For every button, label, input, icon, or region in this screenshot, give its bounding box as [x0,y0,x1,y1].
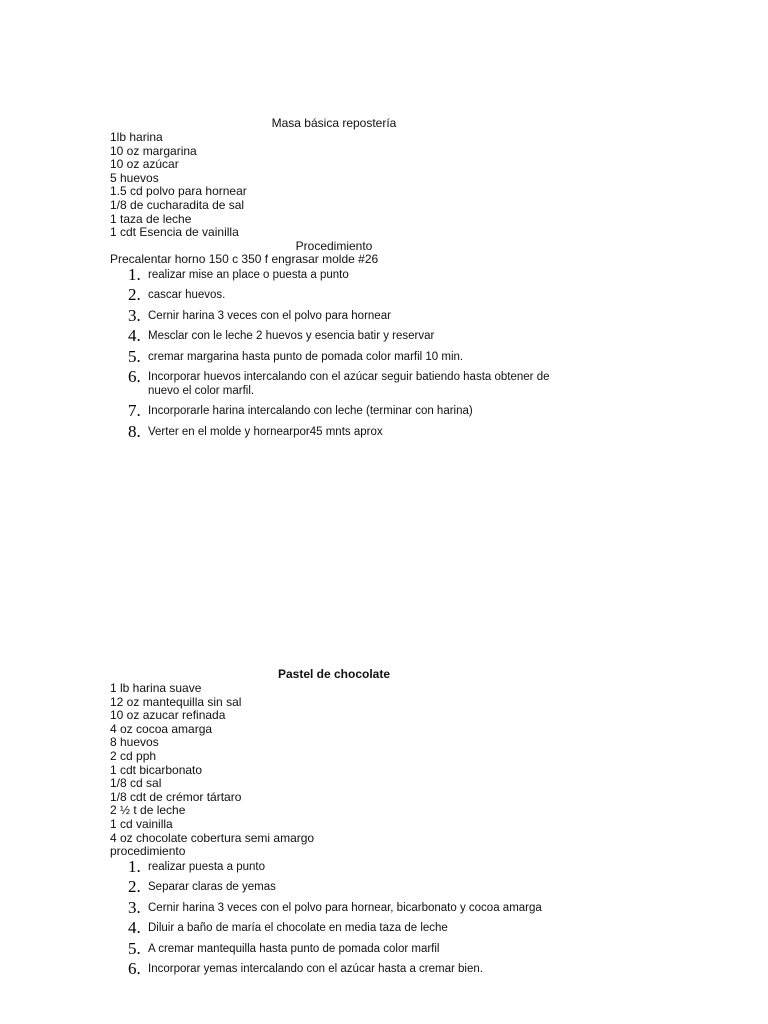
ingredient-item: 1 cdt bicarbonato [110,762,203,777]
step-number: 5. [128,346,141,366]
ingredient-item: 10 oz azúcar [110,157,179,172]
ingredient-item: 1 cdt Esencia de vainilla [110,225,239,240]
step-text: Incorporar huevos intercalando con el azúcar seguir batiendo hasta obtener de nuevo el color marfil. [148,371,550,398]
step-text: Cernir harina 3 veces con el polvo para hornear, bicarbonato y cocoa amarga [148,901,542,914]
procedure-step [110,264,610,284]
recipe-masa-basica [110,116,610,446]
step-number: 4. [128,326,141,346]
step-number: 2. [128,285,141,305]
step-number: 4. [128,918,141,938]
recipe-title: Masa básica repostería [271,116,397,130]
procedure-steps [110,264,610,441]
ingredient-item: 1 lb harina suave [110,681,202,695]
step-text: Diluir a baño de maría el chocolate en media taza de leche [148,922,448,935]
ingredient-item: 4 oz chocolate cobertura semi amargo [110,830,315,845]
ingredient-item: 1/8 de cucharadita de sal [110,197,245,212]
step-text: realizar puesta a punto [148,860,265,873]
ingredient-item: 1 taza de leche [110,211,192,226]
preheat-instruction: Precalentar horno 150 c 350 f engrasar molde #26 [110,252,379,267]
procedure-step [110,305,610,325]
ingredient-item: 1/8 cd sal [110,776,162,791]
ingredient-item: 2 cd pph [110,748,157,763]
step-text: cascar huevos. [148,289,226,302]
procedure-step [110,877,610,897]
step-number: 3. [128,897,141,917]
step-number: 6. [128,367,141,387]
procedure-step [110,897,610,917]
procedure-step [110,856,610,876]
step-text: cremar margarina hasta punto de pomada color marfil 10 min. [148,350,464,363]
ingredient-list [110,131,610,240]
procedure-steps [110,856,610,979]
procedure-step [110,918,610,938]
ingredient-list [110,682,610,845]
ingredient-item: 1.5 cd polvo para hornear [110,184,247,199]
procedure-step [110,367,610,398]
step-text: Separar claras de yemas [148,881,276,894]
step-text: Incorporar yemas intercalando con el azúcar hasta a cremar bien. [148,963,483,976]
ingredient-item: 10 oz margarina [110,143,197,158]
procedure-step [110,401,610,421]
procedure-heading: Procedimiento [295,238,373,253]
recipe-title: Pastel de chocolate [277,667,391,681]
step-text: Cernir harina 3 veces con el polvo para hornear [148,309,391,322]
ingredient-item: 1/8 cdt de crémor tártaro [110,789,242,804]
step-text: Verter en el molde y hornearpor45 mnts aprox [148,425,383,438]
ingredient-item: 5 huevos [110,170,159,185]
ingredient-item: 10 oz azucar refinada [110,708,226,723]
step-text: A cremar mantequilla hasta punto de pomada color marfil [148,942,440,955]
ingredient-item: 1 cd vainilla [110,816,173,831]
procedure-step [110,938,610,958]
ingredient-item: 12 oz mantequilla sin sal [110,694,242,709]
ingredient-item: 1lb harina [110,130,163,144]
procedure-step [110,346,610,366]
ingredient-item: 2 ½ t de leche [110,803,186,818]
procedure-step [110,959,610,979]
step-number: 7. [128,401,141,421]
step-number: 3. [128,305,141,325]
procedure-step [110,326,610,346]
step-number: 2. [128,877,141,897]
step-number: 1. [128,856,141,876]
ingredient-item: 8 huevos [110,735,159,750]
ingredient-item: 4 oz cocoa amarga [110,721,213,736]
step-text: realizar mise an place o puesta a punto [148,268,349,281]
procedure-step [110,421,610,441]
step-number: 1. [128,264,141,284]
procedure-heading: procedimiento [110,844,186,859]
step-number: 8. [128,421,141,441]
step-number: 6. [128,959,141,979]
step-text: Incorporarle harina intercalando con leche (terminar con harina) [148,405,473,418]
step-text: Mesclar con le leche 2 huevos y esencia batir y reservar [148,330,435,343]
procedure-step [110,285,610,305]
step-number: 5. [128,938,141,958]
recipe-pastel-chocolate [110,667,610,984]
